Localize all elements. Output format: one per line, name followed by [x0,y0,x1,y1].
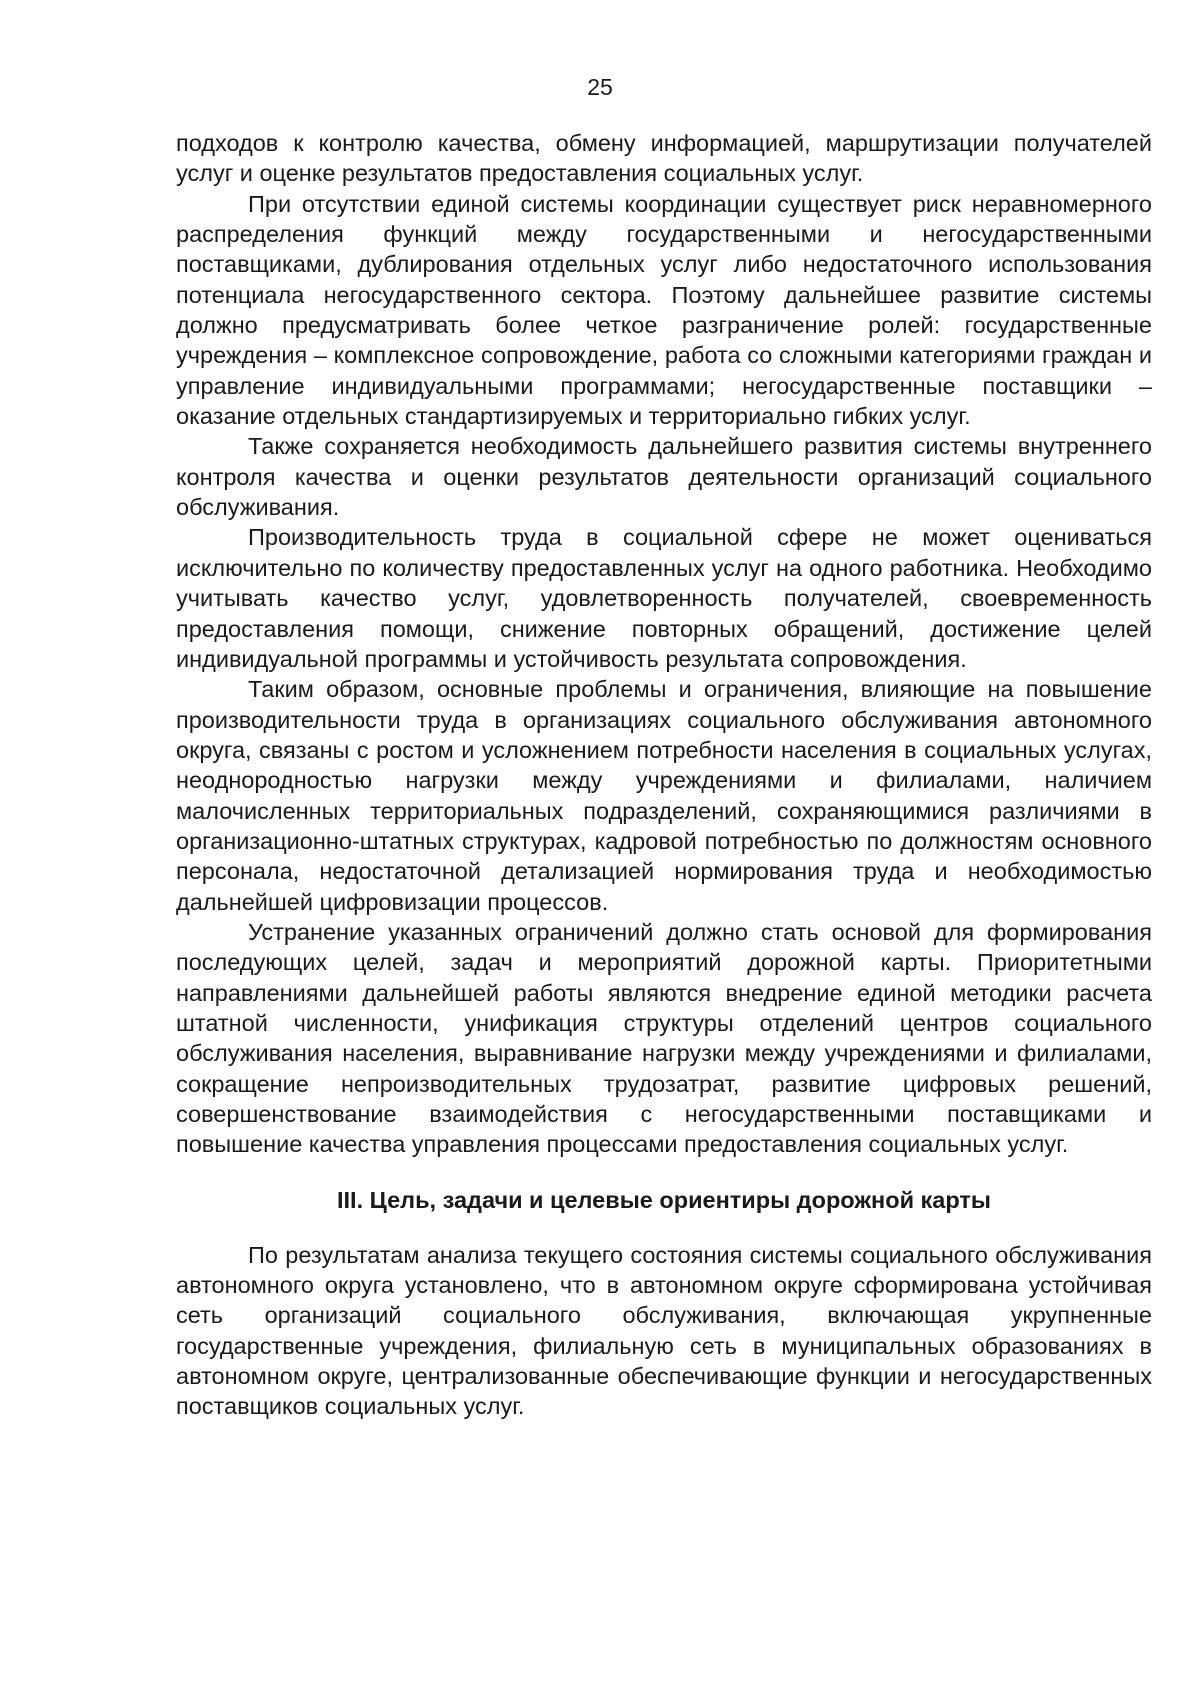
paragraph-coordination-risk: При отсутствии единой системы координации существует риск неравномерного распределения функций между государственными и негосударственными поставщиками, дублирования отдельных услуг либо недостаточного использования потенциала негосударственного сектора. Поэтому дальнейшее развитие системы должно предусматривать более четкое разграничение ролей: государственные учреждения – комплексное сопровождение, работа со сложными категориями граждан и управление индивидуальными программами; негосударственные поставщики – оказание отдельных стандартизируемых и территориально гибких услуг. [176,190,1152,430]
paragraph-analysis-results: По результатам анализа текущего состояния системы социального обслуживания автономного округа установлено, что в автономном округе сформирована устойчивая сеть организаций социального обслуживания, включающая укрупненные государственные учреждения, филиальную сеть в муниципальных образованиях в автономном округе, централизованные обеспечивающие функции и негосударственных поставщиков социальных услуг. [176,1241,1152,1420]
paragraph-quality-control: Также сохраняется необходимость дальнейшего развития системы внутреннего контроля качества и оценки результатов деятельности организаций социального обслуживания. [176,433,1152,521]
section-heading: III. Цель, задачи и целевые ориентиры дорожной карты [337,1186,991,1213]
paragraph-labor-productivity: Производительность труда в социальной сфере не может оцениваться исключительно по количеству предоставленных услуг на одного работника. Необходимо учитывать качество услуг, удовлетворенность получателей, своевременность предоставления помощи, снижение повторных обращений, достижение целей индивидуальной программы и устойчивость результата сопровождения. [176,524,1152,672]
paragraph-priorities: Устранение указанных ограничений должно стать основой для формирования последующих целей, задач и мероприятий дорожной карты. Приоритетными направлениями дальнейшей работы являются внедрение единой методики расчета штатной численности, унификация структуры отделений центров социального обслуживания населения, выравнивание нагрузки между учреждениями и филиалами, сокращение непроизводительных трудозатрат, развитие цифровых решений, совершенствование взаимодействия с негосударственными поставщиками и повышение качества управления процессами предоставления социальных услуг. [176,918,1152,1158]
paragraph-continuation: подходов к контролю качества, обмену информацией, маршрутизации получателей услуг и оценке результатов предоставления социальных услуг. [176,130,1152,187]
document-body [176,128,1152,1422]
page-number: 25 [587,74,613,100]
paragraph-main-problems: Таким образом, основные проблемы и ограничения, влияющие на повышение производительности труда в организациях социального обслуживания автономного округа, связаны с ростом и усложнением потребности населения в социальных услугах, неоднородностью нагрузки между учреждениями и филиалами, наличием малочисленных территориальных подразделений, сохраняющимися различиями в организационно-штатных структурах, кадровой потребностью по должностям основного персонала, недостаточной детализацией нормирования труда и необходимостью дальнейшей цифровизации процессов. [176,676,1152,915]
